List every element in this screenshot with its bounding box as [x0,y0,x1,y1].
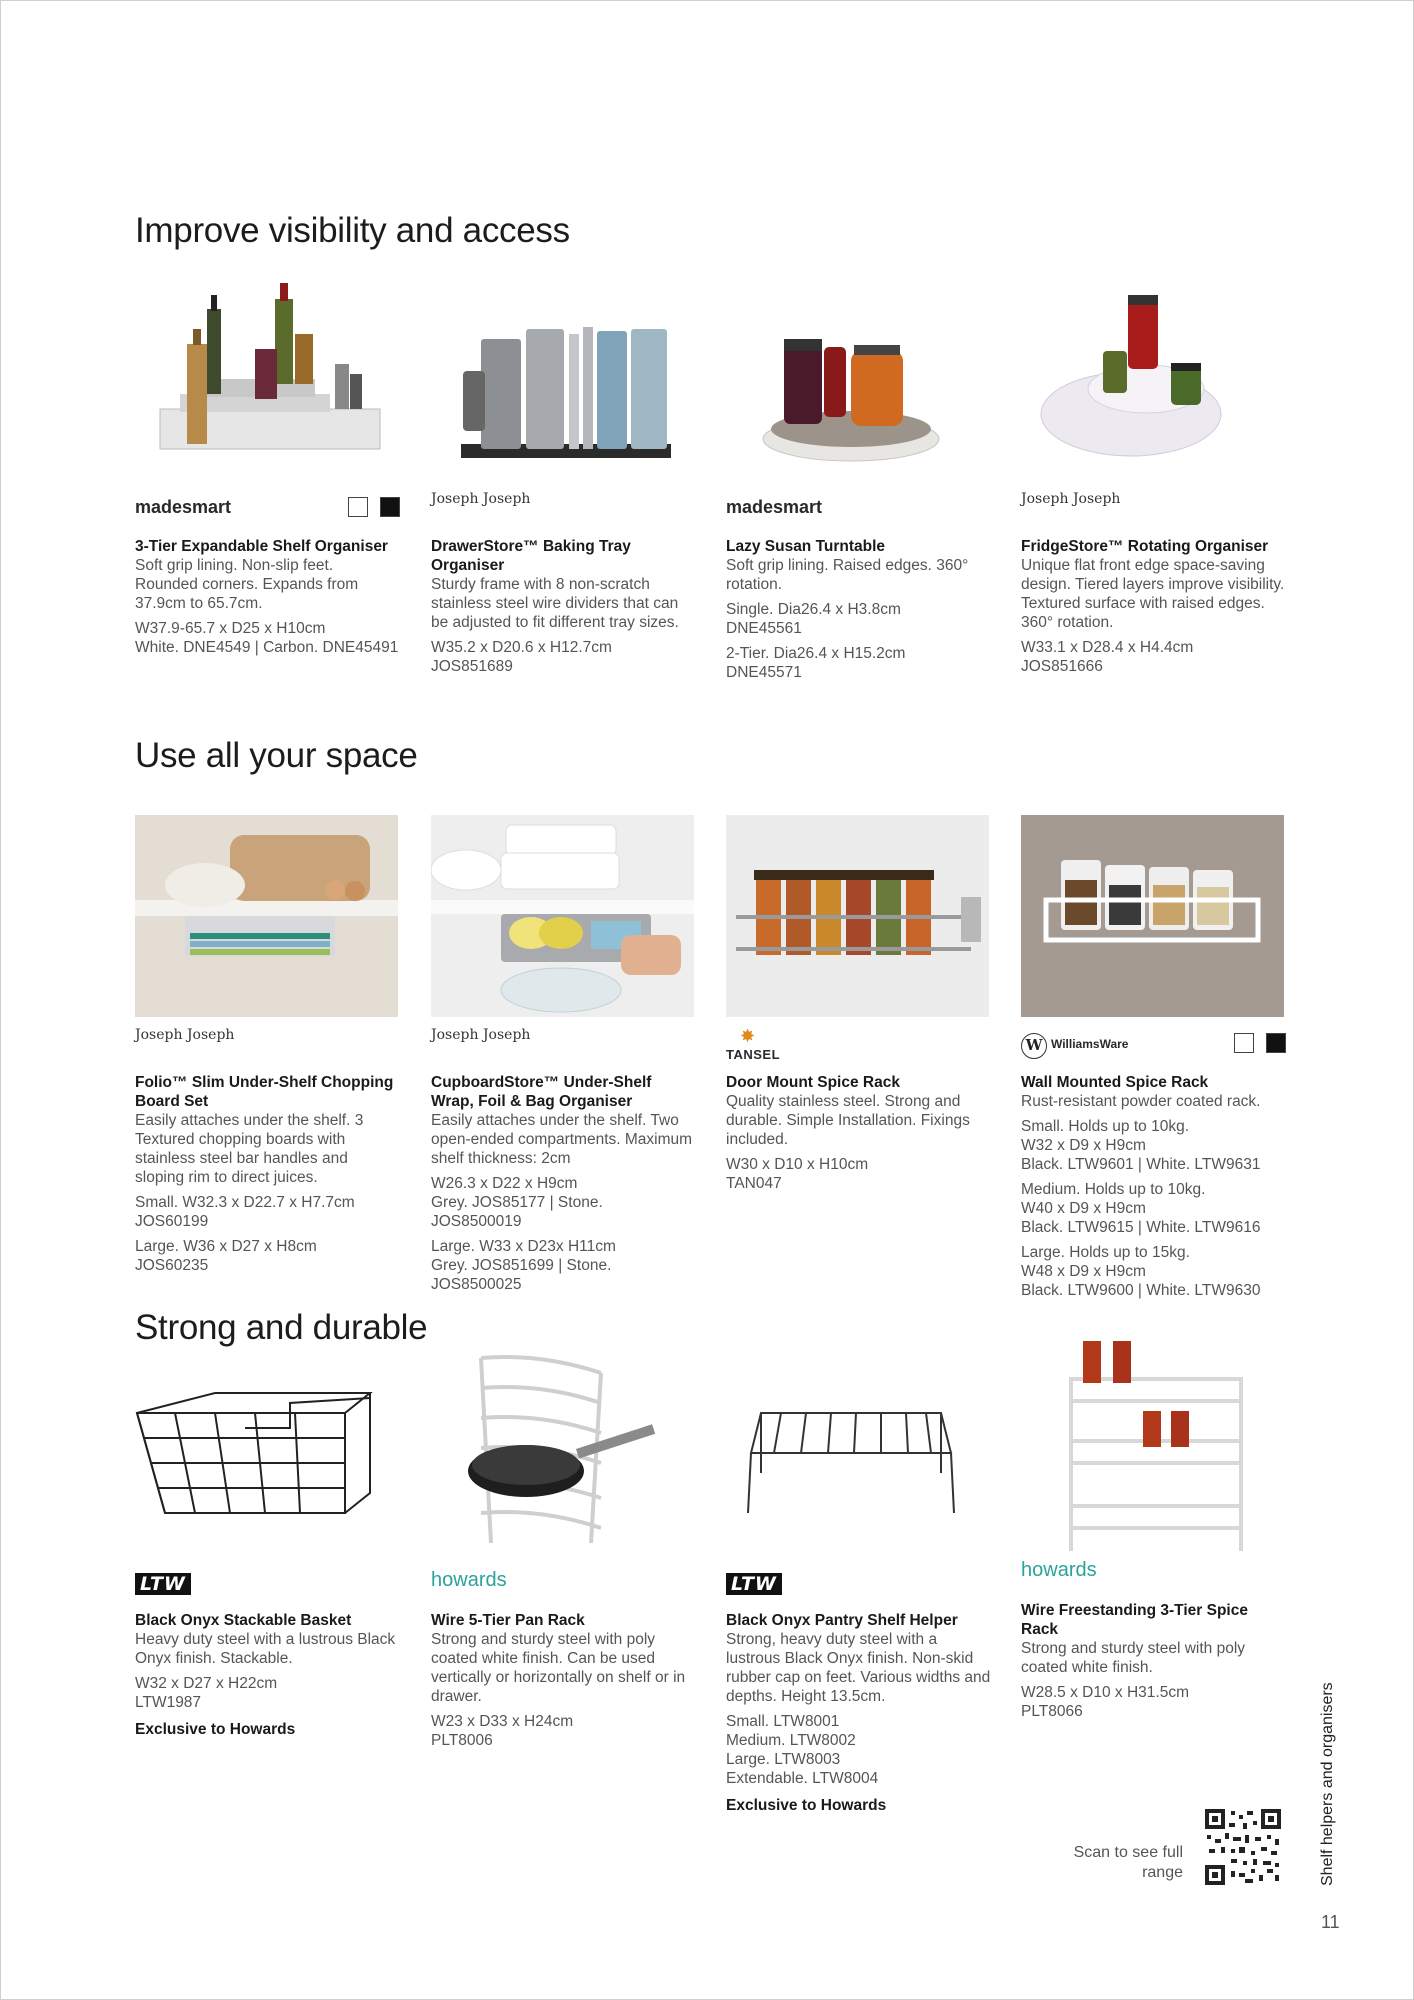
brand-logo-joseph-joseph: Joseph Joseph [431,1027,531,1043]
product-description: Soft grip lining. Raised edges. 360° rotation. [726,557,969,593]
product-image[interactable] [135,1353,398,1555]
product-description: Quality stainless steel. Strong and durable. Simple Installation. Fixings included. [726,1093,970,1148]
brand-logo-joseph-joseph: Joseph Joseph [135,1027,235,1043]
product-card[interactable] [431,815,696,1294]
product-name: FridgeStore™ Rotating Organiser [1021,538,1269,555]
product-spec: W32 x D27 x H22cm LTW1987 [135,1675,278,1711]
product-image[interactable] [726,815,989,1017]
product-description: Easily attaches under the shelf. 3 Textured chopping boards with stainless steel bar handles and sloping rim to direct juices. [135,1112,364,1186]
product-name: CupboardStore™ Under-Shelf Wrap, Foil & Bag Organiser [431,1074,652,1110]
brand-logo-joseph-joseph: Joseph Joseph [1021,491,1121,507]
product-spec: Large. W33 x D23x H11cm Grey. JOS851699 | Stone. JOS8500025 [431,1238,616,1293]
qr-code-icon[interactable] [1205,1809,1281,1885]
product-card[interactable] [135,1353,400,1739]
page-number: 11 [1321,1912,1340,1932]
product-name: Wire 5-Tier Pan Rack [431,1612,585,1629]
product-name: Wire Freestanding 3-Tier Spice Rack [1021,1602,1248,1638]
section-title-space: Use all your space [135,736,418,775]
product-image[interactable] [726,1353,989,1555]
product-spec: 2-Tier. Dia26.4 x H15.2cm DNE45571 [726,645,906,681]
product-description: Unique flat front edge space-saving design. Tiered layers improve visibility. Textured surface with raised edges. 360° rotation. [1021,557,1285,631]
product-spec: Small. W32.3 x D22.7 x H7.7cm JOS60199 [135,1194,355,1230]
brand-logo-howards: howards [1021,1559,1097,1581]
product-image[interactable] [1021,1341,1284,1555]
product-spec: Medium. Holds up to 10kg. W40 x D9 x H9cm Black. LTW9615 | White. LTW9616 [1021,1181,1261,1236]
product-description: Heavy duty steel with a lustrous Black Onyx finish. Stackable. [135,1631,396,1667]
section-title-visibility: Improve visibility and access [135,211,570,250]
product-description: Strong, heavy duty steel with a lustrous Black Onyx finish. Non-skid rubber cap on feet. Various widths and depths. Height 13.5cm. [726,1631,991,1705]
brand-logo-ltw: LTW [135,1573,191,1595]
product-description: Strong and sturdy steel with poly coated white finish. Can be used vertically or horizontally on shelf or in drawer. [431,1631,686,1705]
product-card[interactable] [1021,1341,1286,1721]
product-image[interactable] [135,279,398,481]
product-description: Strong and sturdy steel with poly coated white finish. [1021,1640,1246,1676]
product-spec: Small. LTW8001 Medium. LTW8002 Large. LTW8003 Extendable. LTW8004 [726,1713,879,1787]
color-swatch-black[interactable] [380,497,400,517]
product-card[interactable] [431,1353,696,1750]
product-image[interactable] [431,279,694,481]
williams-logo-icon: W [1021,1033,1047,1059]
product-spec: W26.3 x D22 x H9cm Grey. JOS85177 | Stone. JOS8500019 [431,1175,603,1230]
tansel-star-icon: ✸ [740,1026,756,1046]
product-card[interactable] [135,279,400,657]
exclusive-note: Exclusive to Howards [135,1721,296,1738]
product-name: 3-Tier Expandable Shelf Organiser [135,538,388,555]
exclusive-note: Exclusive to Howards [726,1797,887,1814]
product-image[interactable] [431,1353,694,1555]
product-image[interactable] [431,815,694,1017]
product-card[interactable] [431,279,696,676]
brand-logo-ltw: LTW [726,1573,782,1595]
product-spec: W30 x D10 x H10cm TAN047 [726,1156,869,1192]
brand-logo-tansel: TANSEL [726,1047,781,1062]
product-spec: Large. W36 x D27 x H8cm JOS60235 [135,1238,317,1274]
product-spec: W28.5 x D10 x H31.5cm PLT8066 [1021,1684,1189,1720]
product-description: Soft grip lining. Non-slip feet. Rounded corners. Expands from 37.9cm to 65.7cm. [135,557,359,612]
side-section-label: Shelf helpers and organisers [1319,1682,1336,1886]
product-image[interactable] [135,815,398,1017]
brand-logo-williamsware: WilliamsWare [1051,1037,1129,1051]
section-title-durable: Strong and durable [135,1308,428,1347]
product-spec: W35.2 x D20.6 x H12.7cm JOS851689 [431,639,612,675]
brand-logo-madesmart: madesmart [135,497,232,517]
product-spec: Small. Holds up to 10kg. W32 x D9 x H9cm Black. LTW9601 | White. LTW9631 [1021,1118,1261,1173]
color-swatch-black[interactable] [1266,1033,1286,1053]
product-description: Rust-resistant powder coated rack. [1021,1093,1261,1110]
product-spec: W37.9-65.7 x D25 x H10cm White. DNE4549 | Carbon. DNE45491 [135,620,399,656]
product-spec: Large. Holds up to 15kg. W48 x D9 x H9cm Black. LTW9600 | White. LTW9630 [1021,1244,1261,1299]
product-name: DrawerStore™ Baking Tray Organiser [431,538,631,574]
color-swatch-white[interactable] [1234,1033,1254,1053]
product-name: Wall Mounted Spice Rack [1021,1074,1209,1091]
brand-logo-joseph-joseph: Joseph Joseph [431,491,531,507]
product-image[interactable] [1021,279,1284,481]
product-spec: W23 x D33 x H24cm PLT8006 [431,1713,574,1749]
product-name: Black Onyx Pantry Shelf Helper [726,1612,958,1629]
product-card[interactable] [1021,279,1286,676]
brand-logo-madesmart: madesmart [726,497,823,517]
product-name: Folio™ Slim Under-Shelf Chopping Board Set [135,1074,394,1110]
product-name: Door Mount Spice Rack [726,1074,900,1091]
color-swatch-white[interactable] [348,497,368,517]
product-description: Sturdy frame with 8 non-scratch stainless steel wire dividers that can be adjusted to fit different tray sizes. [431,576,679,631]
product-card[interactable] [1021,815,1286,1300]
product-card[interactable] [726,1353,991,1815]
product-name: Black Onyx Stackable Basket [135,1612,352,1629]
product-card[interactable] [726,815,991,1193]
product-card[interactable] [135,815,400,1275]
product-spec: W33.1 x D28.4 x H4.4cm JOS851666 [1021,639,1194,675]
product-spec: Single. Dia26.4 x H3.8cm DNE45561 [726,601,901,637]
brand-logo-howards: howards [431,1569,507,1591]
product-card[interactable] [726,279,991,682]
scan-text: Scan to see full range [1073,1844,1183,1881]
product-name: Lazy Susan Turntable [726,538,886,555]
product-image[interactable] [726,279,989,481]
product-image[interactable] [1021,815,1284,1017]
product-description: Easily attaches under the shelf. Two open-ended compartments. Maximum shelf thickness: 2cm [431,1112,693,1167]
